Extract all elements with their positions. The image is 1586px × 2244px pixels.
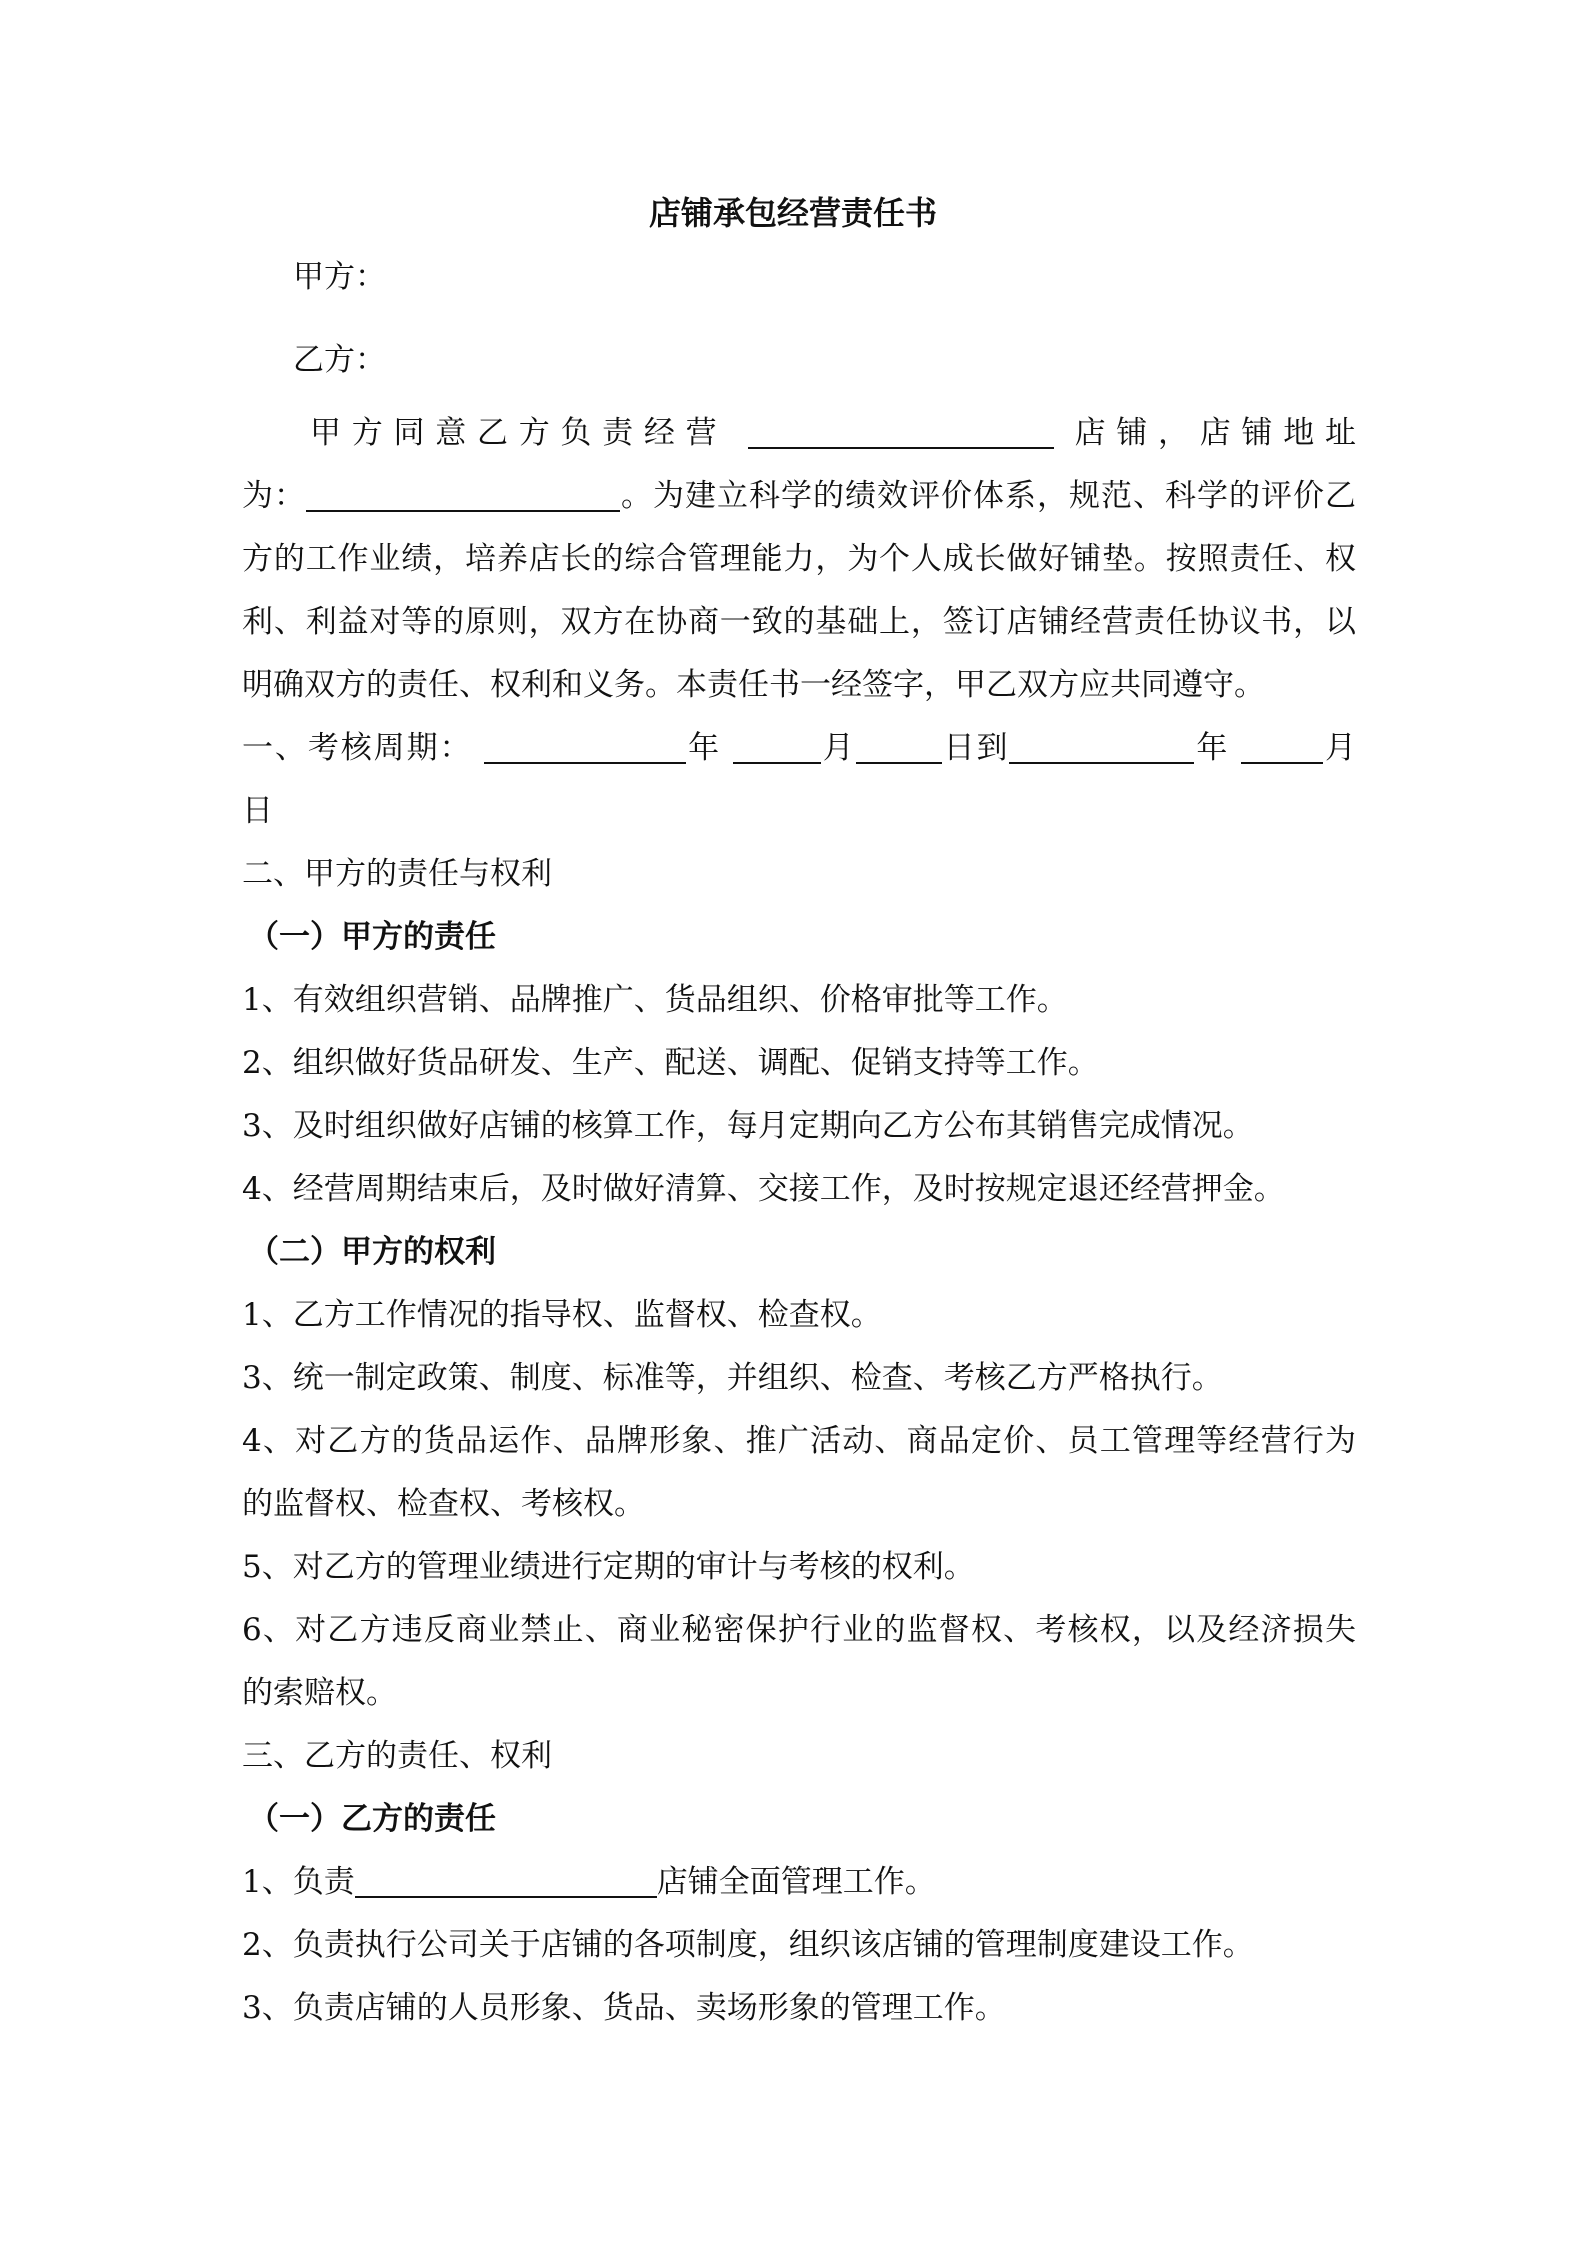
text: 月 — [1323, 730, 1357, 766]
party-b-label: 乙方： — [293, 342, 386, 378]
list-item: 3、统一制定政策、制度、标准等，并组织、检查、考核乙方严格执行。 — [242, 1360, 1223, 1396]
paragraph-line: 方的工作业绩，培养店长的综合管理能力，为个人成长做好铺垫。按照责任、权 — [242, 541, 1356, 577]
end-month-blank[interactable] — [1241, 722, 1323, 764]
start-month-blank[interactable] — [733, 722, 821, 764]
text: 月 — [820, 730, 856, 766]
list-item — [242, 1851, 1356, 1914]
section-heading: 二、甲方的责任与权利 — [242, 856, 552, 892]
start-day-blank[interactable] — [856, 722, 942, 764]
list-item: 6、对乙方违反商业禁止、商业秘密保护行业的监督权、考核权，以及经济损失 — [242, 1612, 1356, 1648]
document-title: 店铺承包经营责任书 — [648, 194, 937, 232]
text: 。为建立科学的绩效评价体系，规范、科学的评价乙 — [620, 478, 1356, 514]
list-item-continued: 的索赔权。 — [242, 1675, 397, 1711]
paragraph-line — [242, 465, 1356, 528]
text: 甲方同意乙方负责经营 — [310, 415, 728, 451]
party-a-label: 甲方： — [293, 259, 386, 295]
list-item: 3、负责店铺的人员形象、货品、卖场形象的管理工作。 — [242, 1990, 1006, 2026]
paragraph-line: 日 — [242, 793, 273, 829]
list-item: 3、及时组织做好店铺的核算工作，每月定期向乙方公布其销售完成情况。 — [242, 1108, 1254, 1144]
list-item: 2、组织做好货品研发、生产、配送、调配、促销支持等工作。 — [242, 1045, 1099, 1081]
text: 日到 — [941, 730, 1010, 766]
paragraph-line — [242, 402, 1356, 465]
list-item: 4、经营周期结束后，及时做好清算、交接工作，及时按规定退还经营押金。 — [242, 1171, 1285, 1207]
document-body — [242, 402, 1356, 2040]
start-year-blank[interactable] — [484, 722, 686, 764]
store-responsible-blank[interactable] — [355, 1856, 657, 1898]
subsection-heading: （二）甲方的权利 — [248, 1234, 496, 1270]
store-address-blank[interactable] — [306, 470, 620, 512]
store-name-blank[interactable] — [748, 407, 1054, 449]
text: 店铺全面管理工作。 — [656, 1864, 936, 1900]
section-heading: 三、乙方的责任、权利 — [242, 1738, 552, 1774]
text: 1、负责 — [242, 1864, 355, 1900]
assessment-period-line — [242, 717, 1356, 780]
text: 年 — [1194, 730, 1230, 766]
list-item: 1、乙方工作情况的指导权、监督权、检查权。 — [242, 1297, 882, 1333]
subsection-heading: （一）甲方的责任 — [248, 919, 496, 955]
text: 一、考核周期： — [242, 730, 473, 766]
text: 店铺，店铺地址 — [1074, 415, 1357, 451]
paragraph-line: 利、利益对等的原则，双方在协商一致的基础上，签订店铺经营责任协议书，以 — [242, 604, 1356, 640]
list-item: 4、对乙方的货品运作、品牌形象、推广活动、商品定价、员工管理等经营行为 — [242, 1423, 1356, 1459]
paragraph-line: 明确双方的责任、权利和义务。本责任书一经签字，甲乙双方应共同遵守。 — [242, 667, 1265, 703]
end-year-blank[interactable] — [1009, 722, 1194, 764]
subsection-heading: （一）乙方的责任 — [248, 1801, 496, 1837]
text: 为： — [242, 478, 306, 514]
list-item: 1、有效组织营销、品牌推广、货品组织、价格审批等工作。 — [242, 982, 1068, 1018]
list-item-continued: 的监督权、检查权、考核权。 — [242, 1486, 645, 1522]
text: 年 — [686, 730, 722, 766]
list-item: 2、负责执行公司关于店铺的各项制度，组织该店铺的管理制度建设工作。 — [242, 1927, 1254, 1963]
list-item: 5、对乙方的管理业绩进行定期的审计与考核的权利。 — [242, 1549, 975, 1585]
